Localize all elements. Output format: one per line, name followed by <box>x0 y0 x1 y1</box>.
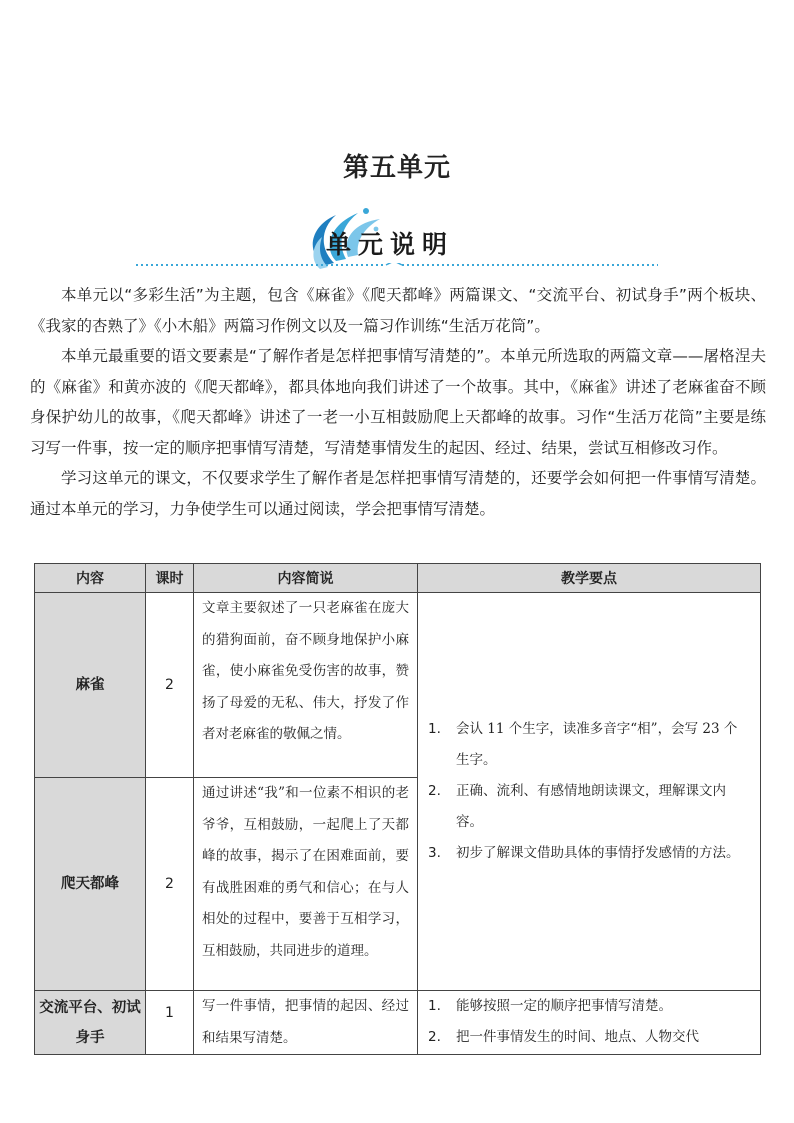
list-item: 3. 初步了解课文借助具体的事情抒发感情的方法。 <box>428 845 740 861</box>
lesson-hours: 2 <box>146 593 194 778</box>
unit-intro <box>30 280 766 524</box>
header-content: 内容 <box>35 564 146 593</box>
teaching-points-clip <box>418 991 760 1053</box>
lesson-summary: 通过讲述“我”和一位素不相识的老爷爷，互相鼓励，一起爬上了天都峰的故事，揭示了在困难面前，要有战胜困难的勇气和信心；在与人相处的过程中，要善于互相学习，互相鼓励，共同进步的道理。 <box>194 778 418 991</box>
intro-paragraph-1: 本单元以“多彩生活”为主题，包含《麻雀》《爬天都峰》两篇课文、“交流平台、初试身手”两个板块、《我家的杏熟了》《小木船》两篇习作例文以及一篇习作训练“生活万花筒”。 <box>30 286 766 335</box>
teaching-points-cell <box>418 593 761 991</box>
table-row <box>35 593 761 778</box>
page-title: 第五单元 <box>342 153 451 183</box>
teaching-points-list <box>418 991 760 1053</box>
list-item: 2. 把一件事情发生的时间、地点、人物交代 <box>428 1029 699 1045</box>
intro-paragraph-3: 学习这单元的课文，不仅要求学生了解作者是怎样把事情写清楚的，还要学会如何把一件事情写清楚。通过本单元的学习，力争使学生可以通过阅读，学会把事情写清楚。 <box>30 469 766 518</box>
section-banner <box>136 205 658 271</box>
lesson-summary: 文章主要叙述了一只老麻雀在庞大的猎狗面前，奋不顾身地保护小麻雀，使小麻雀免受伤害的故事，赞扬了母爱的无私、伟大，抒发了作者对老麻雀的敬佩之情。 <box>194 593 418 778</box>
lesson-hours: 1 <box>146 991 194 1055</box>
section-heading: 单元说明 <box>326 230 455 259</box>
lesson-name: 爬天都峰 <box>35 778 146 991</box>
table-row <box>35 991 761 1055</box>
lesson-hours: 2 <box>146 778 194 991</box>
list-item: 2. 正确、流利、有感情地朗读课文，理解课文内容。 <box>428 783 726 830</box>
header-hours: 课时 <box>146 564 194 593</box>
header-summary: 内容简说 <box>194 564 418 593</box>
teaching-points-cell <box>418 991 761 1055</box>
lesson-name: 麻雀 <box>35 593 146 778</box>
dotted-divider <box>136 263 658 267</box>
lesson-summary: 写一件事情，把事情的起因、经过和结果写清楚。 <box>194 991 418 1055</box>
list-item: 1. 能够按照一定的顺序把事情写清楚。 <box>428 998 672 1014</box>
intro-paragraph-2: 本单元最重要的语文要素是“了解作者是怎样把事情写清楚的”。本单元所选取的两篇文章——屠格涅夫的《麻雀》和黄亦波的《爬天都峰》，都具体地向我们讲述了一个故事。其中，《麻雀》讲述了老麻雀奋不顾身保护幼儿的故事，《爬天都峰》讲述了一老一小互相鼓励爬上天都峰的故事。习作“生活万花筒”主要是练习写一件事，按一定的顺序把事情写清楚，写清楚事情发生的起因、经过、结果，尝试互相修改习作。 <box>30 347 766 457</box>
lesson-name: 交流平台、初试身手 <box>35 991 146 1055</box>
header-teaching-points: 教学要点 <box>418 564 761 593</box>
list-item: 1. 会认 11 个生字，读准多音字“相”，会写 23 个生字。 <box>428 721 738 768</box>
teaching-points-list <box>418 714 760 869</box>
table-header-row <box>35 564 761 593</box>
unit-plan-table <box>34 563 761 1055</box>
